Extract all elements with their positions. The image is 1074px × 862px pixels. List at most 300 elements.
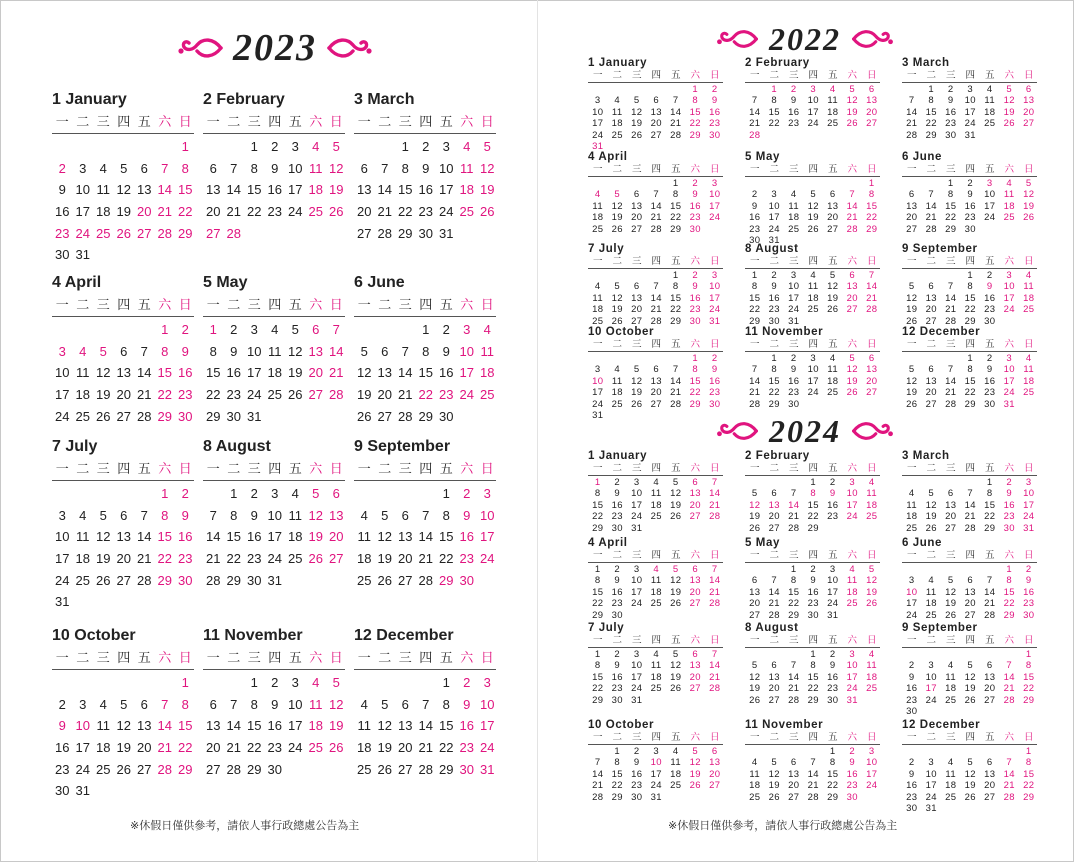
- day-cell: 30: [611, 694, 623, 706]
- weekday-label: 日: [1023, 256, 1034, 267]
- weekday-label: 六: [847, 732, 857, 743]
- day-cell: 14: [846, 200, 858, 212]
- month-2024-12: [902, 718, 1039, 814]
- week-row: [52, 672, 196, 694]
- day-cell: 25: [1023, 387, 1035, 399]
- weekday-label: 一: [592, 70, 603, 81]
- week-row: [588, 270, 725, 281]
- day-cell: 6: [1025, 84, 1032, 95]
- day-cell: 2: [271, 675, 279, 690]
- week-row: [354, 737, 498, 759]
- day-cell: 8: [790, 575, 797, 587]
- weekday-label: 四: [268, 462, 282, 477]
- day-cell: 9: [986, 281, 993, 293]
- day-cell: 28: [866, 304, 878, 316]
- day-cell: 10: [288, 696, 303, 712]
- day-cell: 8: [672, 281, 679, 293]
- day-cell: 11: [945, 671, 957, 683]
- month-2023-6: [354, 270, 498, 427]
- day-cell: 30: [611, 609, 623, 621]
- day-cell: 2: [442, 322, 450, 337]
- day-cell: 30: [709, 129, 721, 141]
- day-cell: 31: [55, 594, 70, 610]
- day-cell: 7: [672, 95, 679, 107]
- day-cell: 5: [908, 364, 915, 376]
- month-2024-7: [588, 621, 725, 706]
- day-cell: 28: [226, 225, 241, 241]
- day-cell: 29: [670, 223, 682, 235]
- day-cell: 30: [226, 408, 241, 424]
- weekday-label: 日: [709, 339, 720, 350]
- day-cell: 16: [226, 365, 241, 381]
- weekday-label: 三: [788, 550, 799, 561]
- week-row: [203, 158, 347, 180]
- day-cell: 12: [670, 488, 682, 500]
- day-cell: 20: [768, 683, 780, 695]
- day-cell: 23: [906, 694, 918, 706]
- day-cell: 2: [463, 675, 471, 690]
- day-cell: 2: [790, 353, 797, 364]
- day-cell: 30: [178, 572, 193, 588]
- day-cell: 31: [650, 791, 662, 803]
- week-row: [745, 212, 882, 223]
- day-cell: 9: [829, 660, 836, 672]
- week-row: [902, 564, 1039, 575]
- week-row: [203, 406, 347, 428]
- day-cell: 10: [459, 343, 474, 359]
- week-row: [354, 759, 498, 781]
- week-row: [745, 610, 882, 621]
- week-row: [52, 759, 196, 781]
- weekday-label: 日: [1023, 463, 1034, 474]
- day-cell: 12: [846, 364, 858, 376]
- weekday-header: [902, 732, 1039, 744]
- day-cell: 28: [768, 609, 780, 621]
- day-cell: 16: [611, 499, 623, 511]
- day-cell: 9: [829, 488, 836, 500]
- weekday-label: 日: [329, 115, 343, 130]
- weekday-header: [354, 113, 498, 133]
- day-cell: 12: [116, 182, 131, 198]
- week-row: [52, 591, 196, 613]
- day-cell: 1: [1006, 564, 1013, 575]
- month-2022-9: [902, 242, 1039, 327]
- day-cell: 7: [751, 95, 758, 107]
- day-cell: 26: [689, 780, 701, 792]
- week-row: [354, 672, 498, 694]
- weekday-label: 五: [984, 635, 995, 646]
- week-row: [354, 570, 498, 592]
- month-title: 8 August: [745, 243, 799, 255]
- day-cell: 21: [592, 780, 604, 792]
- weekday-label: 五: [827, 339, 838, 350]
- day-cell: 4: [751, 757, 758, 769]
- day-cell: 1: [1025, 746, 1032, 757]
- day-cell: 10: [846, 488, 858, 500]
- weekday-label: 六: [690, 732, 700, 743]
- day-cell: 21: [788, 511, 800, 523]
- weekday-label: 四: [268, 115, 282, 130]
- day-cell: 9: [271, 696, 279, 712]
- week-row: [52, 362, 196, 384]
- weekday-label: 一: [749, 70, 760, 81]
- weekday-label: 六: [158, 115, 172, 130]
- weekday-label: 五: [670, 732, 681, 743]
- week-row: [745, 500, 882, 511]
- day-cell: 25: [827, 387, 839, 399]
- day-cell: 18: [866, 499, 878, 511]
- day-cell: 1: [230, 486, 238, 501]
- day-cell: 11: [592, 200, 604, 212]
- weekday-label: 二: [612, 164, 622, 175]
- day-cell: 17: [439, 182, 454, 198]
- day-cell: 18: [308, 718, 323, 734]
- header-rule-line: [203, 316, 345, 317]
- weekday-label: 四: [651, 256, 661, 267]
- day-cell: 1: [672, 178, 679, 189]
- day-cell: 6: [692, 564, 699, 575]
- day-cell: 13: [788, 768, 800, 780]
- weekday-header: [203, 649, 347, 669]
- day-cell: 21: [709, 586, 721, 598]
- day-cell: 7: [594, 757, 601, 769]
- day-cell: 30: [611, 522, 623, 534]
- day-cell: 7: [209, 507, 217, 523]
- day-cell: 4: [463, 139, 471, 154]
- day-cell: 6: [692, 649, 699, 660]
- day-cell: 7: [401, 343, 409, 359]
- week-row: [354, 179, 498, 201]
- weekday-label: 二: [76, 298, 90, 313]
- day-cell: 29: [157, 408, 172, 424]
- day-cell: 10: [75, 182, 90, 198]
- day-cell: 12: [377, 718, 392, 734]
- day-cell: 5: [312, 486, 320, 501]
- day-cell: 1: [692, 353, 699, 364]
- day-cell: 12: [611, 200, 623, 212]
- day-cell: 22: [247, 204, 262, 220]
- day-cell: 13: [925, 292, 937, 304]
- day-cell: 27: [866, 387, 878, 399]
- day-cell: 14: [709, 575, 721, 587]
- day-cell: 10: [964, 95, 976, 107]
- day-cell: 24: [459, 387, 474, 403]
- day-cell: 10: [846, 660, 858, 672]
- day-cell: 20: [116, 551, 131, 567]
- day-cell: 30: [459, 572, 474, 588]
- day-cell: 2: [751, 189, 758, 201]
- day-cell: 18: [75, 387, 90, 403]
- week-row: [354, 715, 498, 737]
- weekday-label: 六: [460, 115, 474, 130]
- day-cell: 21: [226, 204, 241, 220]
- day-cell: 10: [709, 189, 721, 201]
- day-cell: 23: [709, 118, 721, 130]
- day-cell: 4: [79, 507, 87, 523]
- day-cell: 22: [866, 212, 878, 224]
- day-cell: 15: [964, 292, 976, 304]
- header-rule-line: [52, 133, 194, 134]
- week-row: [588, 130, 725, 141]
- weekday-label: 三: [631, 256, 642, 267]
- week-row: [588, 792, 725, 803]
- weekday-label: 二: [612, 463, 622, 474]
- day-cell: 1: [250, 139, 258, 154]
- day-cell: 22: [925, 118, 937, 130]
- day-cell: 2: [692, 178, 699, 189]
- week-row: [203, 319, 347, 341]
- weekday-label: 四: [965, 732, 975, 743]
- weekday-label: 一: [906, 732, 917, 743]
- week-row: [902, 364, 1039, 375]
- day-cell: 3: [711, 270, 718, 281]
- weekday-label: 三: [788, 70, 799, 81]
- weekday-label: 一: [749, 550, 760, 561]
- day-cell: 3: [849, 649, 856, 660]
- day-cell: 30: [749, 234, 761, 246]
- weekday-label: 日: [178, 298, 192, 313]
- weekday-label: 三: [96, 462, 110, 477]
- month-2023-4: [52, 270, 196, 427]
- weekday-label: 六: [690, 70, 700, 81]
- week-row: [588, 649, 725, 660]
- weekday-label: 五: [439, 298, 453, 313]
- day-cell: 1: [209, 322, 217, 337]
- day-cell: 24: [55, 408, 70, 424]
- month-title: 2 February: [203, 91, 285, 108]
- day-cell: 11: [268, 343, 282, 359]
- weekday-label: 日: [709, 463, 720, 474]
- day-cell: 3: [291, 139, 299, 154]
- day-cell: 5: [381, 696, 389, 712]
- day-cell: 25: [1003, 212, 1015, 224]
- weekday-label: 三: [631, 550, 642, 561]
- weekday-header: [745, 70, 882, 82]
- day-cell: 19: [807, 212, 819, 224]
- day-cell: 14: [670, 375, 682, 387]
- day-cell: 8: [692, 95, 699, 107]
- day-cell: 29: [247, 761, 262, 777]
- day-cell: 27: [206, 225, 221, 241]
- weekday-label: 一: [749, 732, 760, 743]
- day-cell: 8: [1006, 575, 1013, 587]
- day-cell: 9: [442, 343, 450, 359]
- day-cell: 9: [1006, 488, 1013, 500]
- month-title: 1 January: [52, 91, 127, 108]
- day-cell: 14: [945, 375, 957, 387]
- day-cell: 24: [439, 204, 454, 220]
- week-row: [203, 759, 347, 781]
- day-cell: 13: [749, 586, 761, 598]
- day-cell: 15: [689, 375, 701, 387]
- day-cell: 14: [788, 499, 800, 511]
- day-cell: 18: [650, 499, 662, 511]
- week-row: [588, 364, 725, 375]
- week-row: [354, 362, 498, 384]
- weekday-label: 三: [788, 635, 799, 646]
- weekday-label: 五: [137, 298, 151, 313]
- day-cell: 25: [846, 598, 858, 610]
- day-cell: 12: [906, 375, 918, 387]
- day-cell: 3: [594, 95, 601, 107]
- week-row: [745, 376, 882, 387]
- day-cell: 21: [1003, 780, 1015, 792]
- week-row: [52, 319, 196, 341]
- day-cell: 26: [749, 694, 761, 706]
- day-cell: 29: [439, 761, 454, 777]
- month-title: 3 March: [902, 57, 950, 69]
- day-cell: 16: [689, 292, 701, 304]
- day-cell: 12: [906, 292, 918, 304]
- day-cell: 31: [75, 783, 90, 799]
- day-cell: 3: [594, 364, 601, 376]
- week-row: [52, 158, 196, 180]
- day-cell: 6: [120, 507, 128, 523]
- week-row: [745, 672, 882, 683]
- day-cell: 20: [866, 375, 878, 387]
- day-cell: 3: [868, 746, 875, 757]
- day-cell: 17: [866, 768, 878, 780]
- week-row: [745, 769, 882, 780]
- day-cell: 8: [810, 488, 817, 500]
- day-cell: 17: [807, 106, 819, 118]
- day-cell: 28: [329, 387, 344, 403]
- week-row: [745, 130, 882, 141]
- day-cell: 26: [768, 791, 780, 803]
- day-cell: 1: [986, 477, 993, 488]
- week-row: [588, 477, 725, 488]
- week-row: [354, 406, 498, 428]
- day-cell: 11: [96, 718, 110, 734]
- day-cell: 19: [329, 182, 344, 198]
- day-cell: 15: [866, 200, 878, 212]
- week-row: [203, 672, 347, 694]
- weekday-label: 日: [866, 256, 877, 267]
- day-cell: 19: [964, 683, 976, 695]
- day-cell: 16: [459, 718, 474, 734]
- day-cell: 5: [672, 477, 679, 488]
- day-cell: 5: [360, 343, 368, 359]
- day-cell: 28: [226, 761, 241, 777]
- day-cell: 17: [906, 598, 918, 610]
- day-cell: 3: [986, 178, 993, 189]
- weekday-label: 五: [137, 462, 151, 477]
- day-cell: 24: [866, 780, 878, 792]
- day-cell: 16: [611, 671, 623, 683]
- day-cell: 28: [157, 761, 172, 777]
- day-cell: 23: [846, 780, 858, 792]
- day-cell: 28: [709, 598, 721, 610]
- header-rule-line: [354, 133, 496, 134]
- day-cell: 17: [592, 387, 604, 399]
- weekday-label: 二: [926, 550, 936, 561]
- weekday-label: 二: [612, 70, 622, 81]
- weekday-label: 五: [439, 651, 453, 666]
- week-row: [745, 95, 882, 106]
- week-row: [745, 178, 882, 189]
- day-cell: 23: [1023, 598, 1035, 610]
- day-cell: 12: [670, 660, 682, 672]
- month-2022-12: [902, 325, 1039, 410]
- week-row: [354, 548, 498, 570]
- week-row: [745, 399, 882, 410]
- day-cell: 16: [247, 529, 262, 545]
- day-cell: 22: [439, 740, 454, 756]
- day-cell: 15: [964, 375, 976, 387]
- day-cell: 3: [79, 696, 87, 712]
- weekday-label: 一: [206, 298, 220, 313]
- day-cell: 15: [178, 718, 193, 734]
- weekday-header: [354, 460, 498, 480]
- day-cell: 10: [247, 343, 262, 359]
- day-cell: 16: [807, 586, 819, 598]
- week-row: [52, 136, 196, 158]
- day-cell: 8: [829, 757, 836, 769]
- day-cell: 9: [711, 364, 718, 376]
- weekday-label: 三: [945, 339, 956, 350]
- day-cell: 10: [807, 95, 819, 107]
- weekday-header: [203, 460, 347, 480]
- day-cell: 22: [1023, 780, 1035, 792]
- day-cell: 28: [945, 398, 957, 410]
- day-cell: 27: [631, 315, 643, 327]
- day-cell: 29: [984, 522, 996, 534]
- day-cell: 30: [689, 223, 701, 235]
- day-cell: 24: [807, 387, 819, 399]
- day-cell: 11: [650, 575, 662, 587]
- weekday-label: 四: [808, 635, 818, 646]
- day-cell: 15: [592, 499, 604, 511]
- day-cell: 6: [829, 189, 836, 201]
- day-cell: 8: [947, 189, 954, 201]
- month-title: 10 October: [52, 627, 136, 644]
- day-cell: 31: [631, 522, 643, 534]
- day-cell: 9: [810, 575, 817, 587]
- day-cell: 25: [611, 129, 623, 141]
- day-cell: 26: [945, 609, 957, 621]
- week-row: [52, 694, 196, 716]
- weekday-label: 一: [357, 115, 371, 130]
- day-cell: 27: [398, 761, 413, 777]
- week-row: [588, 695, 725, 706]
- weekday-label: 四: [808, 339, 818, 350]
- day-cell: 17: [925, 683, 937, 695]
- day-cell: 23: [267, 740, 282, 756]
- day-cell: 18: [1003, 200, 1015, 212]
- weekday-label: 三: [398, 462, 412, 477]
- weekday-label: 五: [827, 463, 838, 474]
- day-cell: 9: [181, 343, 189, 359]
- day-cell: 29: [866, 223, 878, 235]
- day-cell: 6: [401, 507, 409, 523]
- day-cell: 15: [1023, 768, 1035, 780]
- day-cell: 3: [771, 189, 778, 201]
- week-row: [203, 505, 347, 527]
- day-cell: 18: [357, 740, 372, 756]
- ornament-right-icon: [851, 419, 895, 443]
- week-row: [745, 683, 882, 694]
- header-rule-line: [745, 351, 880, 352]
- day-cell: 15: [592, 586, 604, 598]
- day-cell: 12: [670, 575, 682, 587]
- week-row: [745, 695, 882, 706]
- weekday-header: [588, 550, 725, 562]
- day-cell: 8: [810, 660, 817, 672]
- day-cell: 11: [76, 365, 90, 381]
- day-cell: 10: [75, 718, 90, 734]
- day-cell: 21: [925, 212, 937, 224]
- day-cell: 14: [670, 106, 682, 118]
